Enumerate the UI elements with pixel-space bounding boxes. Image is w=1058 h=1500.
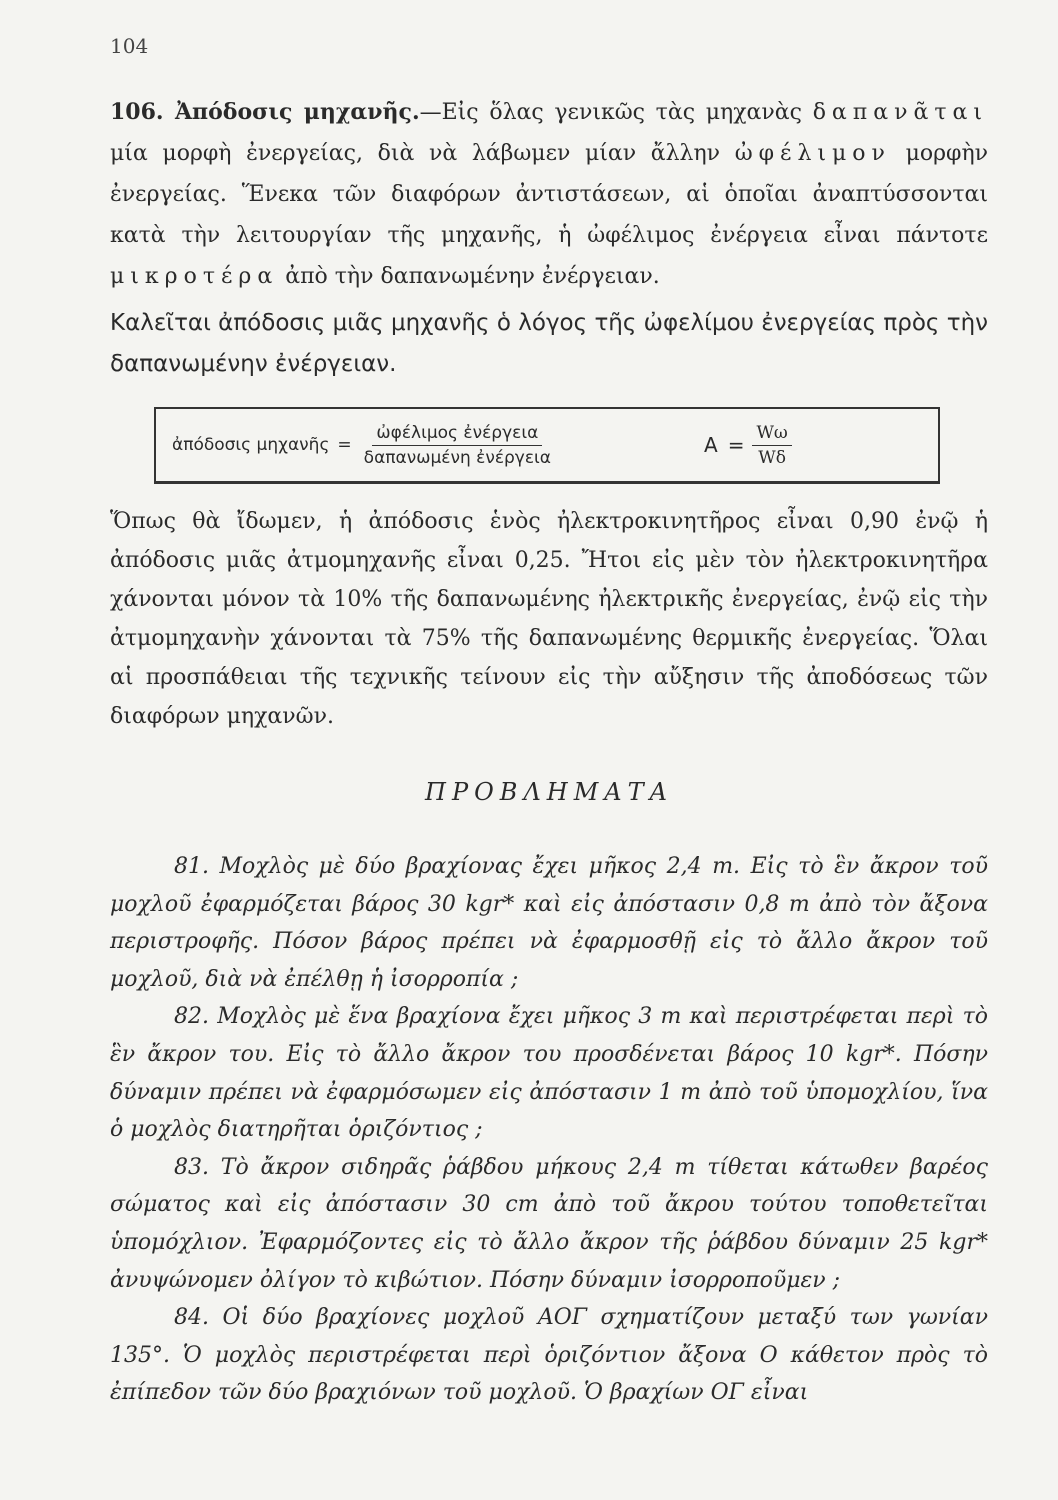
formula-symbol: A (704, 433, 718, 457)
problem-82: 82. Μοχλὸς μὲ ἕνα βραχίονα ἔχει μῆκος 3 m καὶ περιστρέφεται περὶ τὸ ἓν ἄκρον του. Εἰς τὸ ἄλλο ἄκρον του προσδένεται βάρος 10 kgr*. Πόσην δύναμιν πρέπει νὰ ἐφαρμόσωμεν εἰς ἀπόστασιν 1 m ἀπὸ τοῦ ὑπομοχλίου, ἵνα ὁ μοχλὸς διατηρῆται ὁριζόντιος ; (110, 1004, 988, 1143)
spaced-word-3: μικροτέρα (110, 264, 279, 289)
problem-84: 84. Οἱ δύο βραχίονες μοχλοῦ ΑΟΓ σχηματίζουν μεταξύ των γωνίαν 135°. Ὁ μοχλὸς περιστρέφεται περὶ ὁριζόντιον ἄξονα Ο κάθετον πρὸς τὸ ἐπίπεδον τῶν δύο βραχιόνων τοῦ μοχλοῦ. Ὁ βραχίων ΟΓ εἶναι (110, 1305, 988, 1406)
section-heading: 106. Ἀπόδοσις μηχανῆς. (110, 99, 420, 125)
formula-denominator: δαπανωμένη ἐνέργεια (363, 447, 552, 468)
formula-equals: = (337, 435, 352, 455)
efficiency-examples-paragraph: Ὅπως θὰ ἴδωμεν, ἡ ἀπόδοσις ἑνὸς ἠλεκτροκινητῆρος εἶναι 0,90 ἐνῷ ἡ ἀπόδοσις μιᾶς ἀτμομηχανῆς εἶναι 0,25. Ἤτοι εἰς μὲν τὸν ἠλεκτροκινητῆρα χάνονται μόνον τὰ 10% τῆς δαπανωμένης ἠλεκτρικῆς ἐνεργείας, ἐνῷ εἰς τὴν ἀτμομηχανὴν χάνονται τὰ 75% τῆς δαπανωμένης θερμικῆς ἐνεργείας. Ὅλαι αἱ προσπάθειαι τῆς τεχνικῆς τείνουν εἰς τὴν αὔξησιν τῆς ἀποδόσεως τῶν διαφόρων μηχανῶν. (110, 509, 988, 729)
section-text-2: μία μορφὴ ἐνεργείας, διὰ νὰ λάβωμεν μίαν ἄλλην (110, 141, 735, 166)
formula-numerator: ὠφέλιμος ἐνέργεια (372, 423, 542, 446)
section-text-3: μορφὴν ἐνεργείας. Ἕνεκα τῶν διαφόρων ἀντιστάσεων, αἱ ὁποῖαι ἀναπτύσσονται κατὰ τὴν λειτουργίαν τῆς μηχανῆς, ἡ ὠφέλιμος ἐνέργεια εἶναι πάντοτε (110, 141, 989, 248)
page-content (110, 92, 988, 1412)
problem-81: 81. Μοχλὸς μὲ δύο βραχίονας ἔχει μῆκος 2,4 m. Εἰς τὸ ἓν ἄκρον τοῦ μοχλοῦ ἐφαρμόζεται βάρος 30 kgr* καὶ εἰς ἀπόστασιν 0,8 m ἀπὸ τὸν ἄξονα περιστροφῆς. Πόσον βάρος πρέπει νὰ ἐφαρμοσθῇ εἰς τὸ ἄλλο ἄκρον τοῦ μοχλοῦ, διὰ νὰ ἐπέλθῃ ἡ ἰσορροπία ; (110, 854, 988, 992)
formula-box (154, 407, 940, 484)
section-106 (110, 92, 988, 297)
formula-symbol-numerator: Wω (752, 423, 791, 446)
formula-symbols (704, 409, 792, 481)
section-text-1: —Εἰς ὅλας γενικῶς τὰς μηχανὰς (419, 100, 813, 125)
formula-lhs: ἀπόδοσις μηχανῆς (172, 435, 330, 455)
problems-title: ΠΡΟΒΛΗΜΑΤΑ (425, 778, 673, 806)
formula-fraction (360, 423, 555, 468)
spaced-word-2: ὠφέλιμον (734, 141, 891, 166)
formula-symbol-fraction (752, 423, 791, 468)
formula-symbol-denominator: Wδ (758, 447, 786, 468)
definition-paragraph: Καλεῖται ἀπόδοσις μιᾶς μηχανῆς ὁ λόγος τῆς ὠφελίμου ἐνεργείας πρὸς τὴν δαπανωμένην ἐνέργειαν. (110, 310, 988, 377)
formula-symbol-equals: = (727, 433, 745, 457)
section-text-4: ἀπὸ τὴν δαπανωμένην ἐνέργειαν. (278, 264, 660, 289)
page-number: 104 (110, 34, 149, 58)
problems-list (110, 848, 988, 1412)
formula-words (172, 423, 555, 468)
spaced-word-1: δαπανᾶται (812, 100, 988, 125)
problem-83: 83. Τὸ ἄκρον σιδηρᾶς ῥάβδου μήκους 2,4 m τίθεται κάτωθεν βαρέος σώματος καὶ εἰς ἀπόστασιν 30 cm ἀπὸ τοῦ ἄκρου τούτου τοποθετεῖται ὑπομόχλιον. Ἐφαρμόζοντες εἰς τὸ ἄλλο ἄκρον τῆς ῥάβδου δύναμιν 25 kgr* ἀνυψώνομεν ὀλίγον τὸ κιβώτιον. Πόσην δύναμιν ἰσορροποῦμεν ; (110, 1154, 988, 1293)
